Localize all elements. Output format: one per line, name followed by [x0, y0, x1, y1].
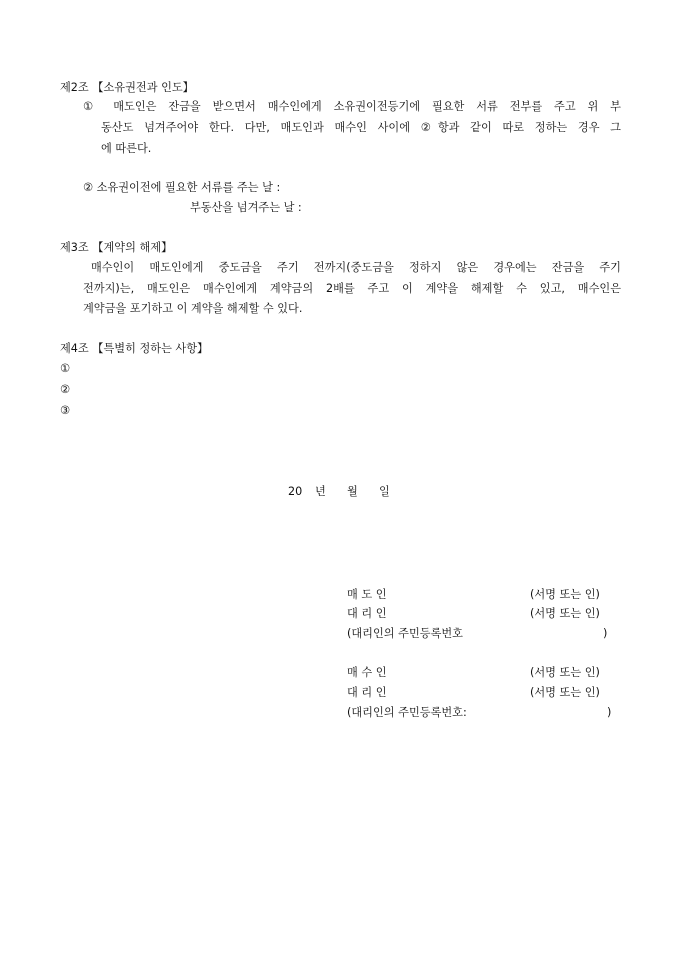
buyer-agent-id-close: ): [607, 706, 612, 719]
article2-heading: 제2조 【소유권전과 인도】: [60, 81, 194, 94]
date-year-prefix: 20: [288, 485, 303, 498]
date-month: 월: [347, 485, 358, 498]
seller-agent-label: 대 리 인: [347, 607, 387, 620]
article2-clause1-line1: ① 매도인은 잔금을 받으면서 매수인에게 소유권이전등기에 필요한 서류 전부를 주고 위 부: [83, 100, 621, 113]
article3-line3: 계약금을 포기하고 이 계약을 해제할 수 있다.: [83, 302, 303, 315]
article4-item-3: ③: [60, 404, 71, 417]
article4-item-1: ①: [60, 362, 71, 375]
date-day: 일: [379, 485, 390, 498]
buyer-agent-id-label: (대리인의 주민등록번호:: [347, 706, 467, 719]
buyer-agent-signature-placeholder: (서명 또는 인): [530, 686, 600, 699]
date-year: 년: [315, 485, 326, 498]
buyer-signature-placeholder: (서명 또는 인): [530, 666, 600, 679]
article2-clause2-line2: 부동산을 넘겨주는 날 :: [190, 201, 302, 214]
article2-clause1-line2: 동산도 넘겨주어야 한다. 다만, 매도인과 매수인 사이에 ②항과 같이 따로 정하는 경우 그: [101, 121, 621, 134]
article2-clause2-line1: ② 소유권이전에 필요한 서류를 주는 날 :: [83, 181, 281, 194]
buyer-label: 매 수 인: [347, 666, 387, 679]
seller-agent-id-label: (대리인의 주민등록번호: [347, 627, 463, 640]
article2-clause1-line3: 에 따른다.: [101, 142, 152, 155]
seller-agent-id-close: ): [603, 627, 608, 640]
article3-line1: 매수인이 매도인에게 중도금을 주기 전까지(중도금을 정하지 않은 경우에는 잔금을 주기: [91, 261, 621, 274]
article3-heading: 제3조 【계약의 해제】: [60, 241, 173, 254]
seller-signature-placeholder: (서명 또는 인): [530, 588, 600, 601]
buyer-agent-label: 대 리 인: [347, 686, 387, 699]
article4-item-2: ②: [60, 383, 71, 396]
seller-agent-signature-placeholder: (서명 또는 인): [530, 607, 600, 620]
seller-label: 매 도 인: [347, 588, 387, 601]
article3-line2: 전까지)는, 매도인은 매수인에게 계약금의 2배를 주고 이 계약을 해제할 수 있고, 매수인은: [83, 282, 621, 295]
article4-heading: 제4조 【특별히 정하는 사항】: [60, 342, 209, 355]
